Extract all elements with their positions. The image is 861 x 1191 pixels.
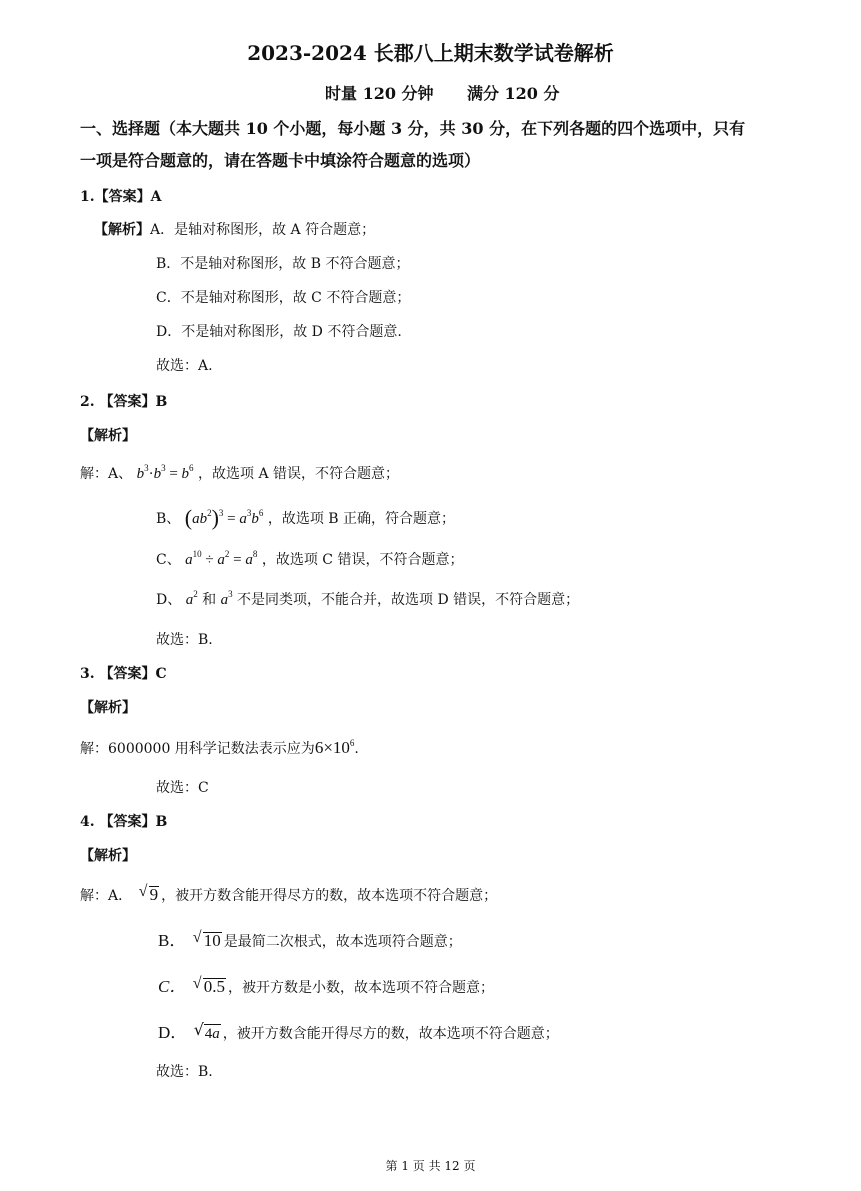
- q2-analysis-label: 【解析】: [80, 428, 136, 444]
- q2-option-b: [156, 505, 456, 530]
- q2-option-b-formula: $(ab^2)^3 = a^3b^6$: [184, 505, 264, 530]
- q2-option-c-text: ，故选项 C 错误，不符合题意；: [261, 552, 464, 568]
- q4-option-d-prefix: D．: [158, 1023, 188, 1042]
- q2-option-a-text: ，故选项 A 错误，不符合题意；: [198, 466, 400, 482]
- q4-option-b: [158, 929, 462, 951]
- q2-answer: 2. 【答案】B: [80, 394, 168, 410]
- q3-formula: $6\times 10^6$: [314, 738, 355, 757]
- q2-option-d-prefix: D、: [156, 592, 182, 608]
- q3-solution: [80, 739, 359, 758]
- q3-analysis-label: 【解析】: [80, 700, 136, 716]
- q3-solution-text: 解：6000000 用科学记数法表示应为: [80, 741, 315, 757]
- q4-option-d: [158, 1020, 559, 1043]
- page-footer: 第 1 页 共 12 页: [385, 1159, 476, 1173]
- q2-choose: 故选：B.: [156, 632, 213, 648]
- q1-answer: 1.【答案】A: [80, 189, 162, 205]
- section-heading-line2: 一项是符合题意的，请在答题卡中填涂符合题意的选项）: [80, 151, 481, 170]
- q4-analysis-label: 【解析】: [80, 848, 136, 864]
- q2-option-d-formula1: $a^2$: [185, 589, 198, 608]
- q2-option-a-formula: $b^3\cdot b^3 = b^6$: [136, 463, 194, 482]
- q4-option-c: [158, 975, 495, 997]
- document-title: 2023-2024 长郡八上期末数学试卷解析: [247, 41, 614, 65]
- q2-option-b-text: ，故选项 B 正确，符合题意；: [267, 511, 456, 527]
- q2-option-b-prefix: B、: [156, 511, 181, 527]
- q1-option-a: A．是轴对称图形，故 A 符合题意；: [150, 222, 376, 238]
- q2-option-d: [156, 591, 579, 609]
- q2-option-c-formula: $a^{10} \div a^2 = a^8$: [185, 549, 258, 568]
- q2-option-d-mid: 和: [202, 592, 217, 608]
- q4-option-b-formula: √ 10: [192, 929, 221, 950]
- q4-option-b-prefix: B．: [158, 931, 187, 950]
- q4-option-d-formula: √ 4a: [193, 1020, 220, 1042]
- q2-option-d-formula2: $a^3$: [220, 589, 233, 608]
- q2-option-c-prefix: C、: [156, 552, 181, 568]
- q4-option-c-formula: √ 0.5: [192, 975, 226, 996]
- q1-option-d: D．不是轴对称图形，故 D 不符合题意.: [156, 324, 402, 340]
- section-heading-line1: 一、选择题（本大题共 10 个小题，每小题 3 分，共 30 分，在下列各题的四个选项中，只有: [80, 119, 746, 138]
- q1-option-c: C．不是轴对称图形，故 C 不符合题意；: [156, 290, 411, 306]
- q2-option-d-text: 不是同类项，不能合并，故选项 D 错误，不符合题意；: [237, 592, 580, 608]
- q2-option-c: [156, 551, 463, 569]
- q2-option-a: [80, 465, 399, 483]
- q4-option-c-text: ，被开方数是小数，故本选项不符合题意；: [228, 980, 495, 996]
- q2-option-a-prefix: 解：A、: [80, 466, 133, 482]
- q4-option-d-text: ，被开方数含能开得尽方的数，故本选项不符合题意；: [222, 1026, 559, 1042]
- q4-option-a-prefix: 解：A．: [80, 888, 133, 904]
- q4-option-c-prefix: C．: [158, 977, 187, 996]
- q4-answer: 4. 【答案】B: [80, 814, 168, 830]
- q4-choose: 故选：B.: [156, 1064, 213, 1080]
- q1-choose: 故选：A.: [156, 358, 213, 374]
- q4-option-b-text: 是最简二次根式，故本选项符合题意；: [223, 934, 462, 950]
- q3-solution-end: .: [354, 741, 359, 757]
- q4-option-a-text: ，被开方数含能开得尽方的数，故本选项不符合题意；: [161, 888, 498, 904]
- exam-meta: 时量 120 分钟 满分 120 分: [325, 84, 560, 103]
- q1-option-b: B．不是轴对称图形，故 B 不符合题意；: [156, 256, 410, 272]
- q1-analysis-line-a: [94, 221, 375, 239]
- q3-answer: 3. 【答案】C: [80, 666, 167, 682]
- q1-analysis-label: 【解析】: [94, 222, 150, 238]
- q4-option-a-formula: √ 9: [138, 883, 159, 904]
- q3-choose: 故选：C: [156, 780, 209, 796]
- q4-option-a: [80, 883, 498, 905]
